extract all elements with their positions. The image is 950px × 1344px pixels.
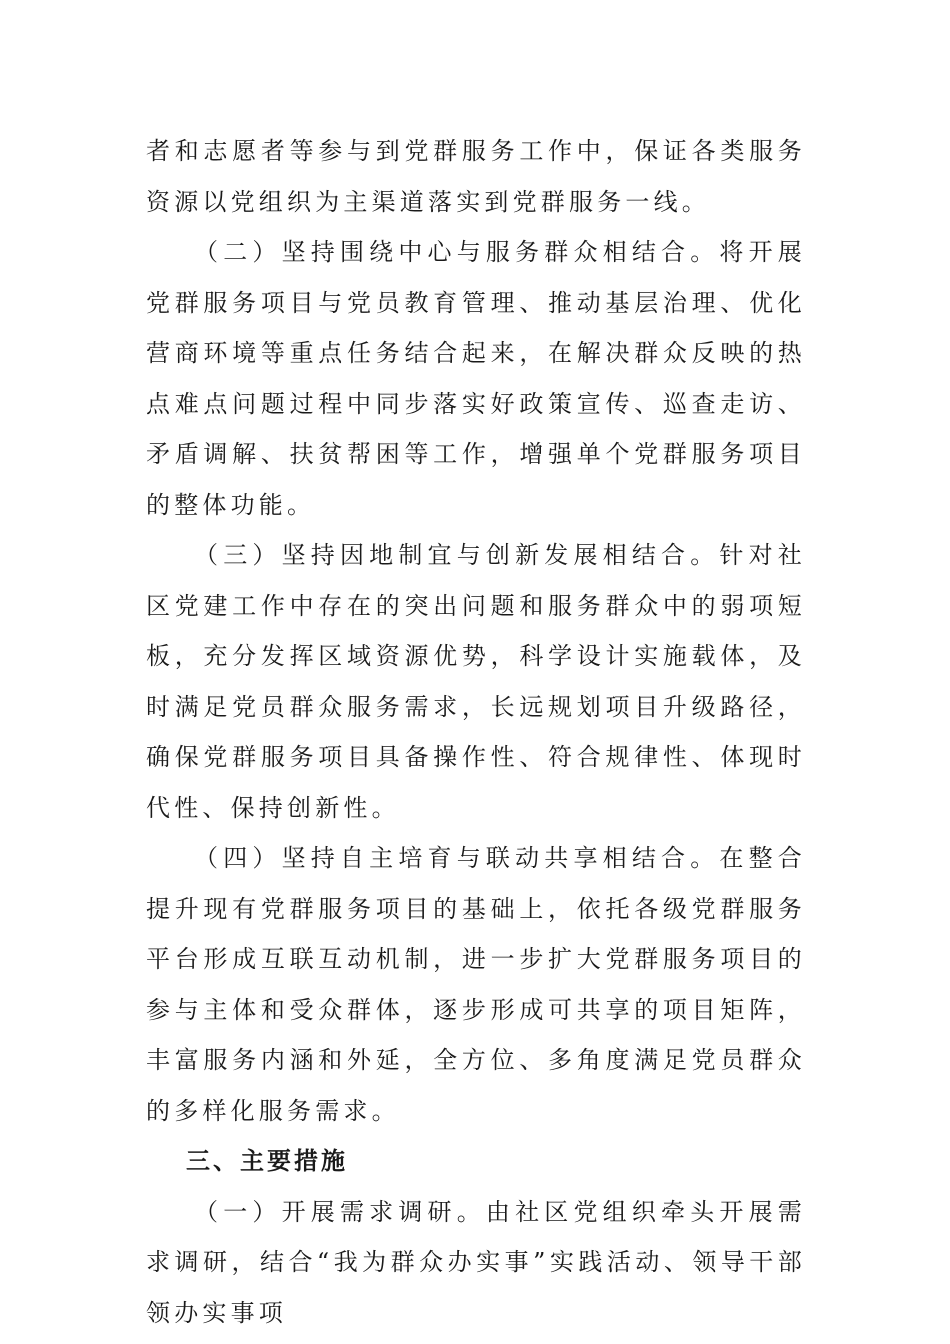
- document-page: [146, 126, 806, 1338]
- section-heading: 三、主要措施: [186, 1147, 348, 1175]
- paragraph-principle-3: （三）坚持因地制宜与创新发展相结合。针对社区党建工作中存在的突出问题和服务群众中的弱项短板，充分发挥区域资源优势，科学设计实施载体，及时满足党员群众服务需求，长远规划项目升级路径，确保党群服务项目具备操作性、符合规律性、体现时代性、保持创新性。: [146, 541, 806, 822]
- paragraph-continuation: 者和志愿者等参与到党群服务工作中，保证各类服务资源以党组织为主渠道落实到党群服务一线。: [146, 137, 806, 216]
- paragraph-principle-2: （二）坚持围绕中心与服务群众相结合。将开展党群服务项目与党员教育管理、推动基层治理、优化营商环境等重点任务结合起来，在解决群众反映的热点难点问题过程中同步落实好政策宣传、巡查走访、矛盾调解、扶贫帮困等工作，增强单个党群服务项目的整体功能。: [146, 238, 806, 519]
- paragraph-principle-4: （四）坚持自主培育与联动共享相结合。在整合提升现有党群服务项目的基础上，依托各级党群服务平台形成互联互动机制，进一步扩大党群服务项目的参与主体和受众群体，逐步形成可共享的项目矩阵，丰富服务内涵和外延，全方位、多角度满足党员群众的多样化服务需求。: [146, 844, 806, 1125]
- paragraph-measure-1: （一）开展需求调研。由社区党组织牵头开展需求调研，结合“我为群众办实事”实践活动、领导干部领办实事项: [146, 1197, 806, 1327]
